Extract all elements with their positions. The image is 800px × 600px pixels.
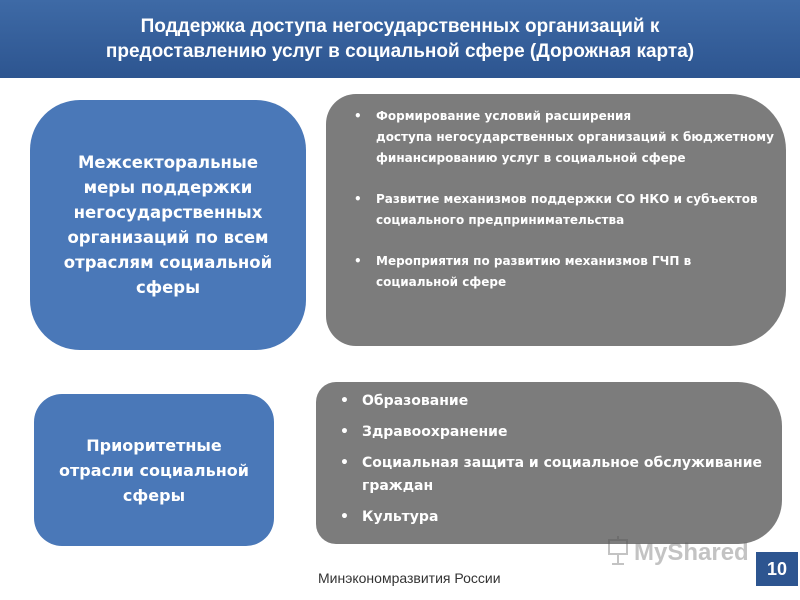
list-item: • Развитие механизмов поддержки СО НКО и субъектов социального предпринимательства xyxy=(354,189,774,231)
presentation-board-icon xyxy=(609,536,627,564)
svg-text:MyShared: MyShared xyxy=(634,539,749,566)
watermark xyxy=(606,534,756,570)
list-item: • Социальная защита и социальное обслуживание граждан xyxy=(340,452,770,498)
page-title: Поддержка доступа негосударственных организаций к предоставлению услуг в социальной сфере (Дорожная карта) xyxy=(105,16,695,62)
page-number: 10 xyxy=(756,552,798,586)
priority-sectors-box: Приоритетные отрасли социальной сферы xyxy=(34,394,274,546)
title-bar xyxy=(0,0,800,78)
priority-sectors-panel xyxy=(316,382,782,544)
list-item: • Здравоохранение xyxy=(340,421,770,444)
list-item: • Культура xyxy=(340,506,770,529)
list-item: • Формирование условий расширения доступа негосударственных организаций к бюджетному финансированию услуг в социальной сфере xyxy=(354,106,774,169)
priority-sectors-list xyxy=(340,390,770,529)
watermark-logo xyxy=(606,534,756,570)
intersectoral-measures-list xyxy=(354,106,774,293)
list-item: • Образование xyxy=(340,390,770,413)
list-item: • Мероприятия по развитию механизмов ГЧП в социальной сфере xyxy=(354,251,774,293)
footer-org: Минэкономразвития России xyxy=(318,570,501,586)
intersectoral-measures-box: Межсекторальные меры поддержки негосударственных организаций по всем отраслям социальной сферы xyxy=(30,100,306,350)
intersectoral-measures-panel xyxy=(326,94,786,346)
